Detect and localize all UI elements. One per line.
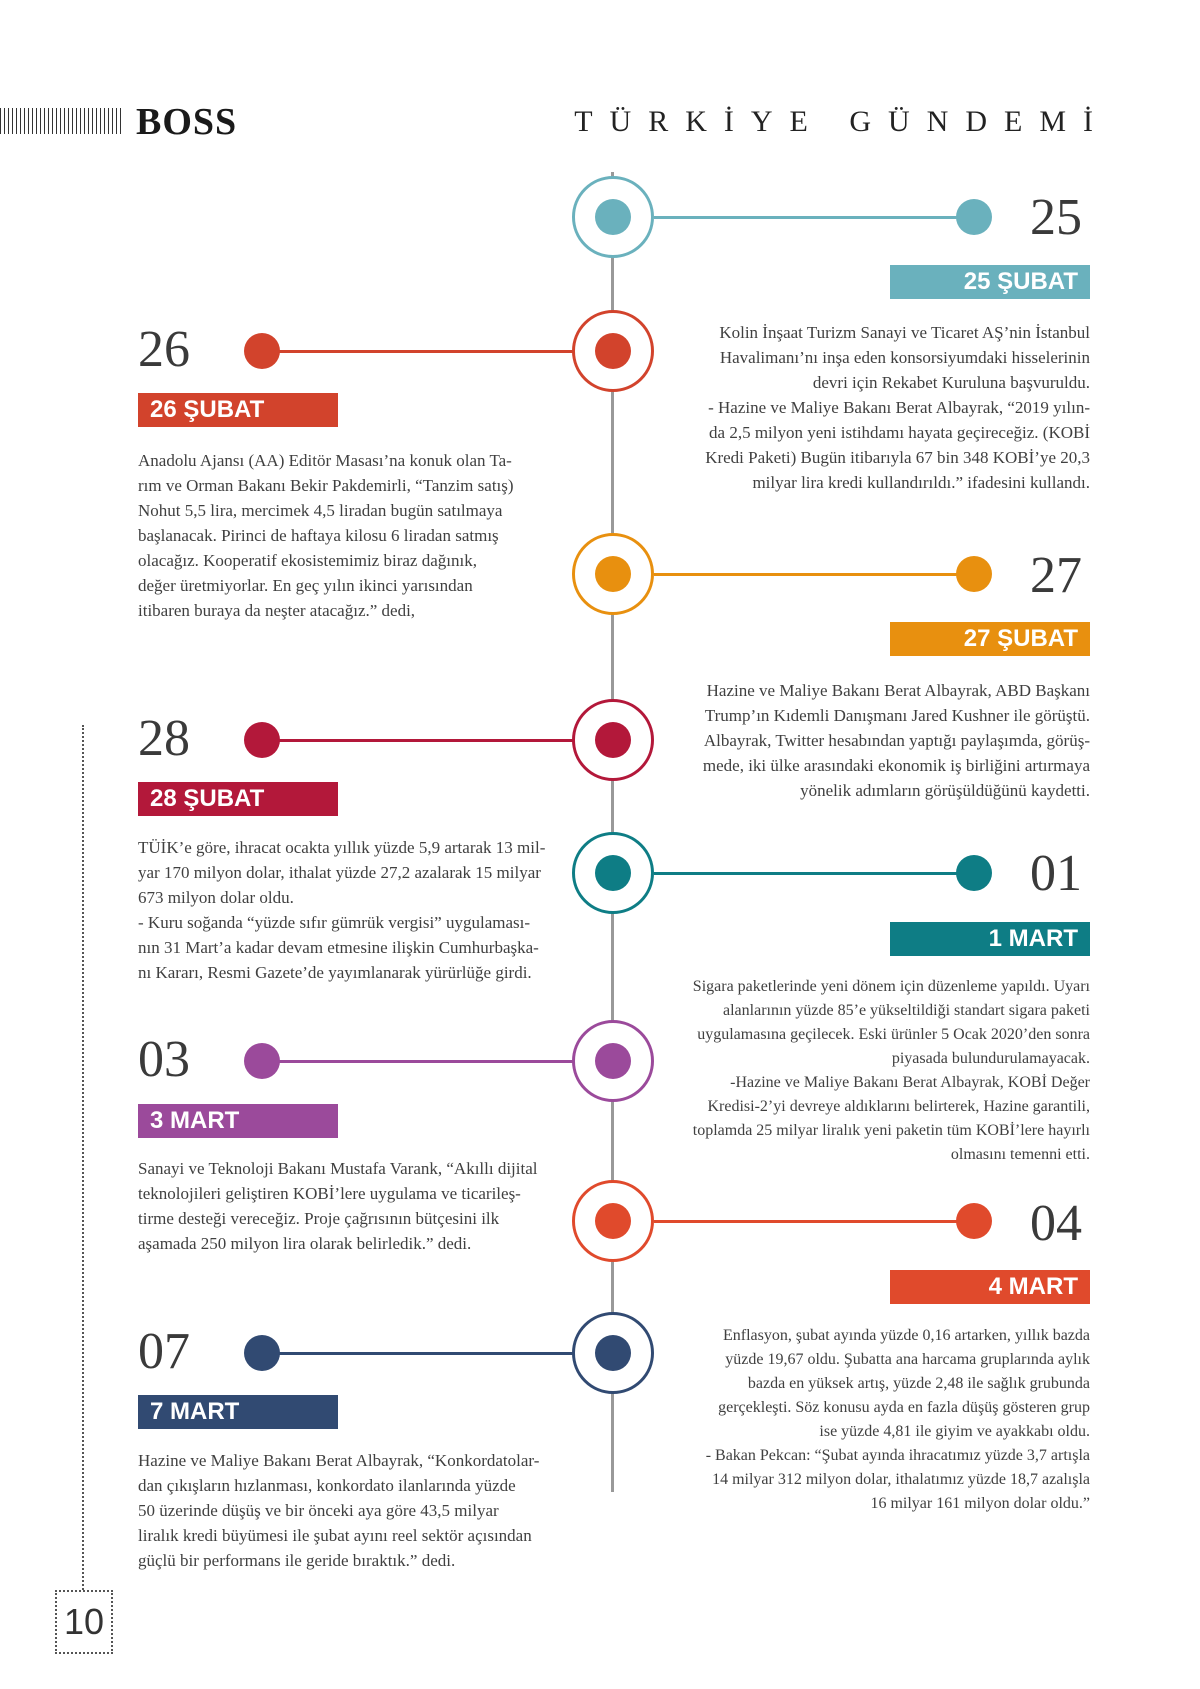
timeline-connector [654, 1220, 974, 1223]
timeline-connector [654, 872, 974, 875]
barcode-decoration [0, 108, 122, 134]
timeline-node [572, 533, 654, 615]
event-date-label: 25 ŞUBAT [890, 265, 1090, 299]
event-day-number: 27 [1030, 547, 1082, 604]
timeline-node [572, 1020, 654, 1102]
magazine-logo: BOSS [136, 101, 238, 143]
timeline-dot [244, 1043, 280, 1079]
timeline-connector [260, 1352, 580, 1355]
event-description: Sanayi ve Teknoloji Bakanı Mustafa Varank, “Akıllı dijital teknolojileri geliştiren KOBİ’lere uygulama ve ticarileş- tirme desteği vereceğiz. Proje çağrısının bütçesini ilk aşamada 250 milyon lira olarak belirledik.” dedi. [138, 1159, 538, 1253]
timeline-dot [956, 199, 992, 235]
event-day-number: 25 [1030, 189, 1082, 246]
timeline-connector [260, 350, 580, 353]
timeline-dot [956, 1203, 992, 1239]
event-date-label: 26 ŞUBAT [138, 393, 338, 427]
event-description: Kolin İnşaat Turizm Sanayi ve Ticaret AŞ’nin İstanbul Havalimanı’nı inşa eden konsorsiyumdaki hisselerinin devri için Rekabet Kuruluna başvuruldu. - Hazine ve Maliye Bakanı Berat Albayrak, “2019 yılın- da 2,5 milyon yeni istihdamı hayata geçireceğiz. (KOBİ Kredi Paketi) Bugün itibarıyla 67 bin 348 KOBİ’ye 20,3 milyar lira kredi kullandırıldı.” ifadesini kullandı. [705, 323, 1090, 492]
dotted-margin-line [82, 725, 110, 1645]
event-date-label: 28 ŞUBAT [138, 782, 338, 816]
timeline-dot [244, 1335, 280, 1371]
event-date-label: 7 MART [138, 1395, 338, 1429]
timeline-connector [654, 216, 974, 219]
event-description: Hazine ve Maliye Bakanı Berat Albayrak, “Konkordatolar- dan çıkışların hızlanması, konkordato ilanlarında yüzde 50 üzerinde düşüş ve bir önceki aya göre 43,5 milyar liralık kredi büyümesi ile şubat ayını reel sektör açısından güçlü bir performans ile geride bıraktık.” dedi. [138, 1451, 540, 1570]
event-day-number: 03 [138, 1031, 190, 1088]
timeline-dot [244, 333, 280, 369]
page-number: 10 [55, 1590, 113, 1654]
timeline-connector [260, 739, 580, 742]
event-date-label: 1 MART [890, 922, 1090, 956]
event-date-label: 3 MART [138, 1104, 338, 1138]
event-description: TÜİK’e göre, ihracat ocakta yıllık yüzde 5,9 artarak 13 mil- yar 170 milyon dolar, ithalat yüzde 27,2 azalarak 15 milyar 673 milyon dolar oldu. - Kuru soğanda “yüzde sıfır gümrük vergisi” uygulaması- nın 31 Mart’a kadar devam etmesine ilişkin Cumhurbaşka- nı Kararı, Resmi Gazete’de yayımlanarak yürürlüğe girdi. [138, 838, 546, 982]
event-description: Anadolu Ajansı (AA) Editör Masası’na konuk olan Ta- rım ve Orman Bakanı Bekir Pakdemirli, “Tanzim satış) Nohut 5,5 lira, mercimek 4,5 liradan bugün satılmaya başlanacak. Pirinci de haftaya kilosu 6 liradan satmış olacağız. Kooperatif ekosistemimiz biraz dağınık, değer üretmiyorlar. En geç yılın ikinci yarısından itibaren buraya da neşter atacağız.” dedi, [138, 451, 514, 620]
timeline-node [572, 699, 654, 781]
timeline-connector [260, 1060, 580, 1063]
timeline-connector [654, 573, 974, 576]
timeline-node [572, 1312, 654, 1394]
timeline-dot [956, 855, 992, 891]
event-day-number: 04 [1030, 1195, 1082, 1252]
timeline-node [572, 176, 654, 258]
timeline-dot [956, 556, 992, 592]
event-day-number: 28 [138, 710, 190, 767]
timeline-node [572, 832, 654, 914]
event-date-label: 4 MART [890, 1270, 1090, 1304]
event-day-number: 26 [138, 321, 190, 378]
timeline-node [572, 310, 654, 392]
timeline-dot [244, 722, 280, 758]
event-description: Enflasyon, şubat ayında yüzde 0,16 artarken, yıllık bazda yüzde 19,67 oldu. Şubatta ana harcama gruplarında aylık bazda en yüksek artış, yüzde 2,48 ile sağlık grubunda gerçekleşti. Söz konusu ayda en fazla düşüş gösteren grup ise yüzde 4,81 ile giyim ve ayakkabı oldu. - Bakan Pekcan: “Şubat ayında ihracatımız yüzde 3,7 artışla 14 milyar 312 milyon dolar, ithalatımız yüzde 18,7 azalışla 16 milyar 161 milyon dolar oldu.” [705, 1327, 1090, 1512]
section-title: TÜRKİYE GÜNDEMİ [574, 105, 1110, 138]
event-day-number: 01 [1030, 845, 1082, 902]
timeline-node [572, 1180, 654, 1262]
event-description: Hazine ve Maliye Bakanı Berat Albayrak, ABD Başkanı Trump’ın Kıdemli Danışmanı Jared Kushner ile görüştü. Albayrak, Twitter hesabından yaptığı paylaşımda, görüş- mede, iki ülke arasındaki ekonomik iş birliğini artırmaya yönelik adımların görüşüldüğünü kaydetti. [702, 681, 1090, 800]
event-description: Sigara paketlerinde yeni dönem için düzenleme yapıldı. Uyarı alanlarının yüzde 85’e yükseltildiği standart sigara paketi uygulamasına geçilecek. Eski ürünler 5 Ocak 2020’den sonra piyasada bulundurulamayacak. -Hazine ve Maliye Bakanı Berat Albayrak, KOBİ Değer Kredisi-2’yi devreye aldıklarını belirterek, Hazine garantili, toplamda 25 milyar liralık yeni paketin tüm KOBİ’lere hayırlı olmasını temenni etti. [692, 978, 1090, 1163]
event-day-number: 07 [138, 1323, 190, 1380]
event-date-label: 27 ŞUBAT [890, 622, 1090, 656]
